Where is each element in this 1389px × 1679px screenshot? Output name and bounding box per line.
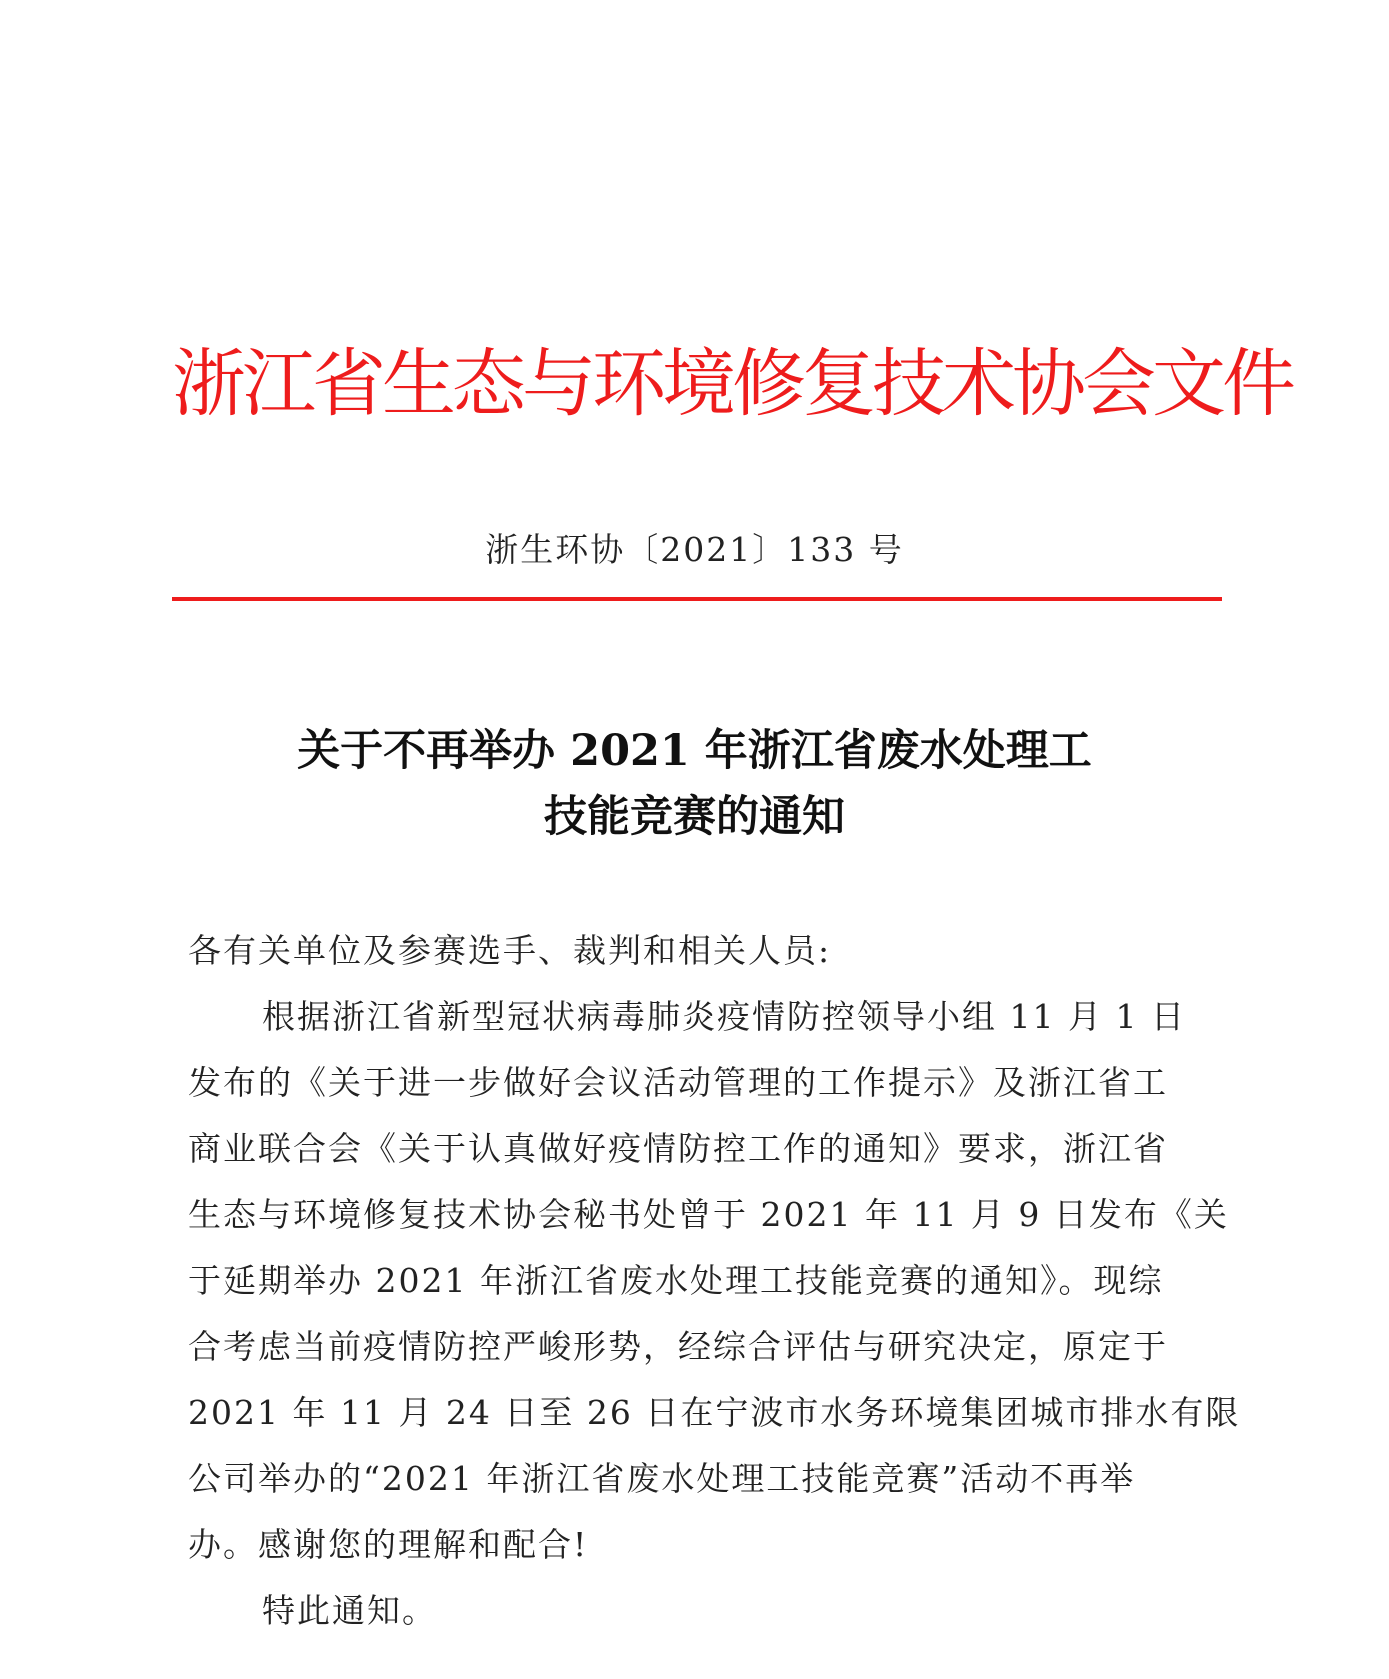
body-line: 发布的《关于进一步做好会议活动管理的工作提示》及浙江省工 (188, 1063, 1168, 1102)
notice-title-line-1: 关于不再举办 2021 年浙江省废水处理工 (297, 726, 1092, 776)
letterhead-title: 浙江省生态与环境修复技术协会文件 (172, 341, 1292, 427)
closing-line: 特此通知。 (262, 1591, 437, 1630)
body-line: 商业联合会《关于认真做好疫情防控工作的通知》要求，浙江省 (188, 1129, 1168, 1168)
body-line: 办。感谢您的理解和配合! (188, 1525, 589, 1564)
body-line: 根据浙江省新型冠状病毒肺炎疫情防控领导小组 11 月 1 日 (262, 997, 1186, 1036)
document-number: 浙生环协〔2021〕133 号 (485, 530, 904, 569)
notice-title-line-2: 技能竞赛的通知 (544, 792, 845, 842)
body-line: 2021 年 11 月 24 日至 26 日在宁波市水务环境集团城市排水有限 (188, 1393, 1241, 1432)
salutation: 各有关单位及参赛选手、裁判和相关人员: (188, 931, 832, 970)
body-line: 生态与环境修复技术协会秘书处曾于 2021 年 11 月 9 日发布《关 (188, 1195, 1229, 1234)
notice-body (188, 918, 1241, 1644)
notice-title (0, 718, 1389, 850)
red-divider-rule (172, 597, 1222, 601)
body-line: 于延期举办 2021 年浙江省废水处理工技能竞赛的通知》。现综 (188, 1261, 1164, 1300)
body-line: 公司举办的“2021 年浙江省废水处理工技能竞赛”活动不再举 (188, 1459, 1136, 1498)
body-line: 合考虑当前疫情防控严峻形势，经综合评估与研究决定，原定于 (188, 1327, 1168, 1366)
